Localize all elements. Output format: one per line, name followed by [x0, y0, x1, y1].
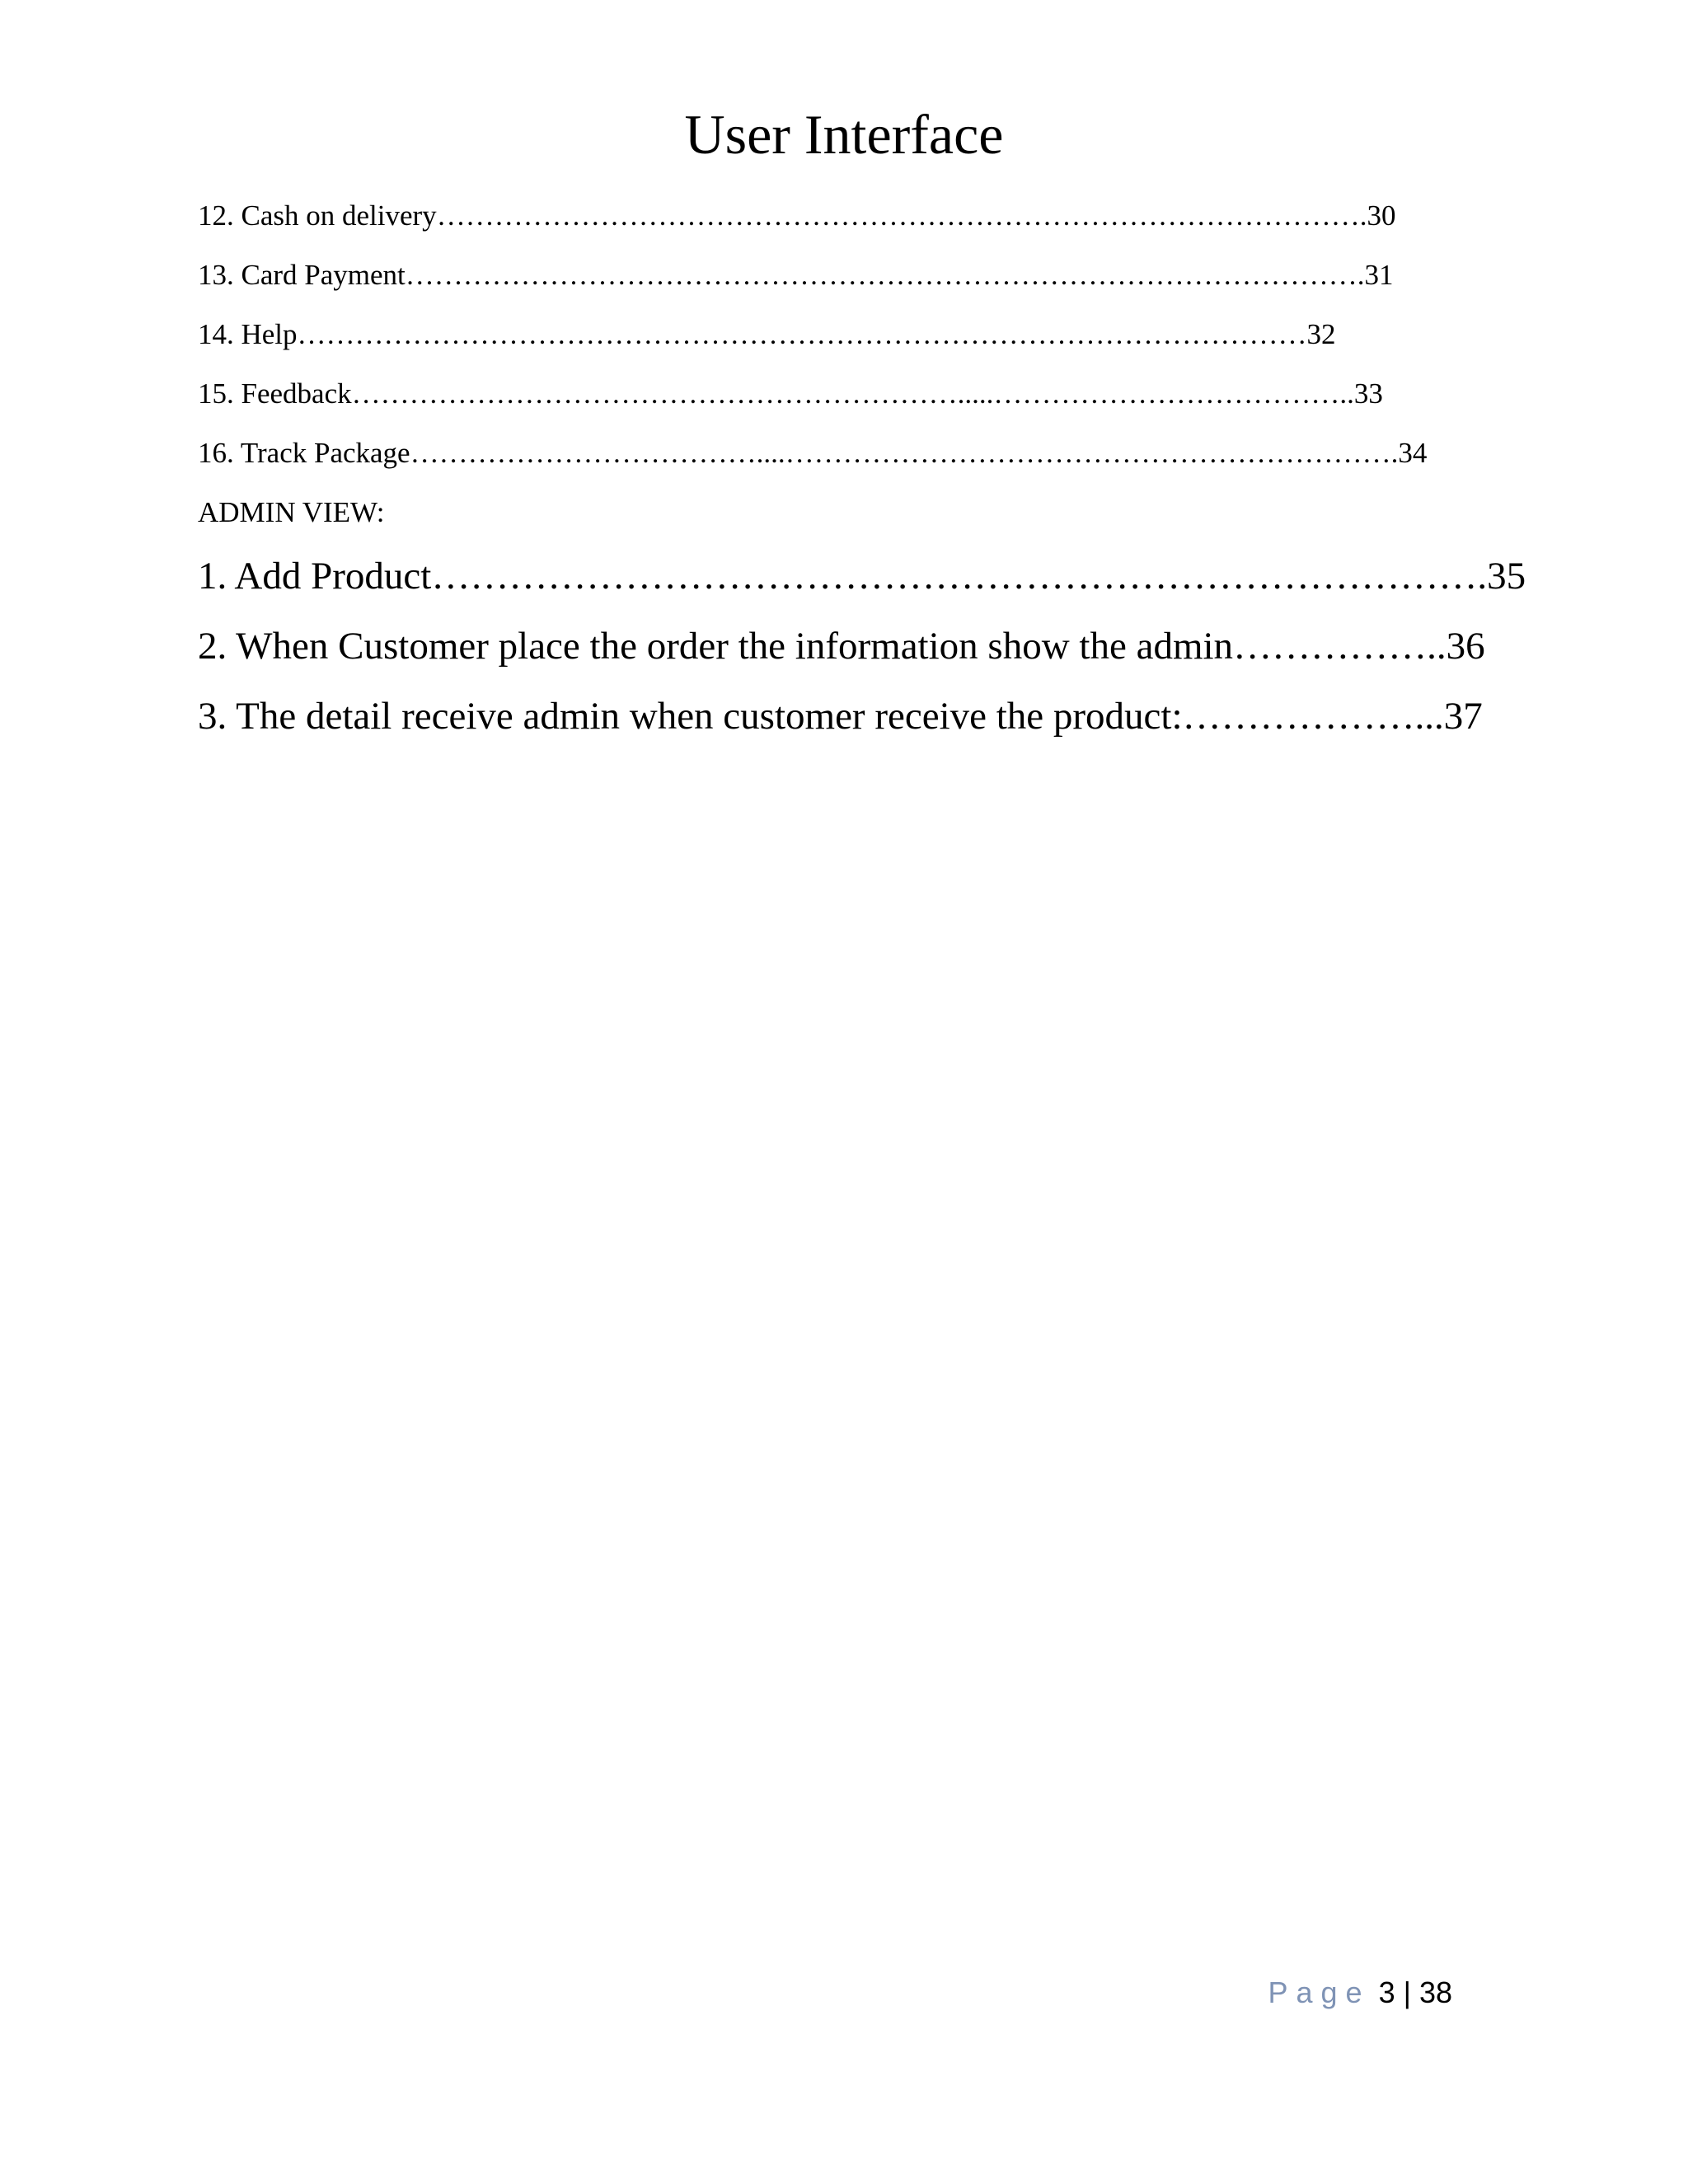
- toc-entry-page: 31: [1364, 259, 1394, 291]
- toc-entry-card-payment: [198, 257, 1490, 293]
- page-title: User Interface: [684, 103, 1004, 166]
- footer-separator: |: [1403, 1975, 1411, 2009]
- toc-entry-page: 33: [1353, 377, 1383, 410]
- toc-entry-label: 14. Help: [198, 318, 298, 350]
- footer-total-pages: 38: [1418, 1975, 1452, 2009]
- toc-entry-label: 16. Track Package: [198, 437, 410, 469]
- toc-entry-order-info: [198, 622, 1490, 670]
- footer-current-page: 3: [1378, 1975, 1395, 2009]
- toc-entry-label: 1. Add Product: [198, 555, 432, 598]
- toc-entry-page: 30: [1367, 199, 1396, 232]
- toc-entry-label: 15. Feedback: [198, 377, 352, 410]
- page-footer: [1268, 1975, 1452, 2011]
- toc-entry-label: 12. Cash on delivery: [198, 199, 437, 232]
- toc-entry-add-product: [198, 552, 1526, 600]
- toc-entry-track-package: [198, 435, 1490, 471]
- footer-page-word: Page: [1268, 1975, 1371, 2009]
- toc-entry-label: 2. When Customer place the order the information show the admin: [198, 625, 1234, 668]
- toc-entry-leader: ……………..: [1233, 625, 1447, 668]
- toc-entry-leader: ………………...: [1182, 695, 1444, 738]
- toc-entry-page: 36: [1446, 625, 1485, 668]
- toc-entry-leader: ………………………………....………………………………………………………: [410, 437, 1391, 469]
- toc-entry-cash-on-delivery: [198, 198, 1490, 234]
- toc-entry-page: .34: [1390, 437, 1428, 469]
- toc-entry-feedback: [198, 376, 1490, 412]
- toc-entry-help: [198, 316, 1490, 353]
- toc-entry-leader: ……………………………………………………………………….: [431, 555, 1488, 598]
- toc-entry-leader: ……………………………………………………………………………………….: [405, 259, 1365, 291]
- toc-entry-page: 35: [1487, 555, 1526, 598]
- toc-entry-page: 32: [1306, 318, 1336, 350]
- admin-view-heading: ADMIN VIEW:: [198, 496, 385, 528]
- toc-entry-leader: ……………………………………………………………………………………………: [297, 318, 1307, 350]
- toc-entry-leader: …………………………………………………………………………………….: [436, 199, 1367, 232]
- toc-entry-page: 37: [1443, 695, 1483, 738]
- toc-entry-leader: ……………………………………………………….....………………………………..: [351, 377, 1354, 410]
- toc-entry-label: 13. Card Payment: [198, 259, 406, 291]
- toc-entry-receive-detail: [198, 692, 1490, 740]
- toc-entry-label: 3. The detail receive admin when customer receive the product:: [198, 695, 1183, 738]
